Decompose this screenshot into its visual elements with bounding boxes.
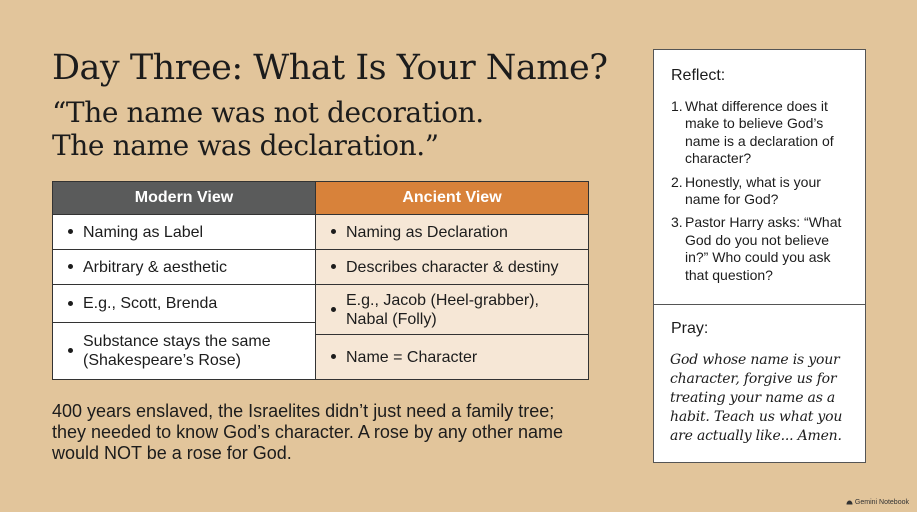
bullet-icon [68,264,73,269]
question-list [671,98,855,290]
question-number: 1. [671,98,683,114]
question-number: 2. [671,173,683,190]
table-cell [316,285,588,335]
bullet-icon [68,229,73,234]
cell-text: E.g., Scott, Brenda [83,295,218,312]
side-panel [653,49,866,463]
quote: “The name was not decoration. The name was declaration.” [52,96,484,162]
bullet-icon [68,301,73,306]
comparison-table [52,181,589,380]
question-text: What difference does it make to believe God’s name is a declaration of character? [685,98,834,167]
modern-view-header: Modern View [53,182,315,215]
cell-text: Naming as Declaration [346,223,508,241]
table-cell [53,250,315,285]
cell-text: Name = Character [346,348,478,366]
bullet-icon [331,307,336,312]
table-cell [316,250,588,285]
question-text: Honestly, what is your name for God? [685,173,821,208]
bullet-icon [331,354,336,359]
bullet-icon [331,229,336,234]
summary-text: 400 years enslaved, the Israelites didn’t just need a family tree; they needed to know God’s character. A rose by any other name would NOT be a rose for God. [52,401,563,463]
ancient-view-column [315,181,589,380]
table-cell [53,323,315,379]
table-cell [316,335,588,379]
footer-label: Gemini Notebook [854,499,909,506]
question-number: 3. [671,214,683,231]
cell-text: Substance stays the same (Shakespeare’s Rose) [83,333,271,369]
table-cell [316,215,588,250]
list-item [671,174,855,209]
reflect-heading: Reflect: [671,67,726,84]
pray-heading: Pray: [671,320,709,337]
list-item [671,214,855,284]
table-cell [53,285,315,323]
bullet-icon [68,348,73,353]
modern-view-column [52,181,315,380]
footer-brand [846,499,909,506]
gemini-logo-icon [846,500,853,505]
ancient-view-header: Ancient View [316,182,588,215]
reflect-section [654,50,865,305]
prayer-text: God whose name is your character, forgive us for treating your name as a habit. Teach us what you are actually like... Amen. [670,352,843,444]
question-text: Pastor Harry asks: “What God do you not believe in?” Who could you ask that question? [685,214,842,283]
table-cell [53,215,315,250]
bullet-icon [331,264,336,269]
list-item [671,98,855,168]
cell-text: E.g., Jacob (Heel-grabber), Nabal (Folly) [346,291,539,328]
page-title: Day Three: What Is Your Name? [52,48,608,88]
cell-text: Describes character & destiny [346,258,559,276]
cell-text: Naming as Label [83,223,204,241]
cell-text: Arbitrary & aesthetic [83,258,228,276]
